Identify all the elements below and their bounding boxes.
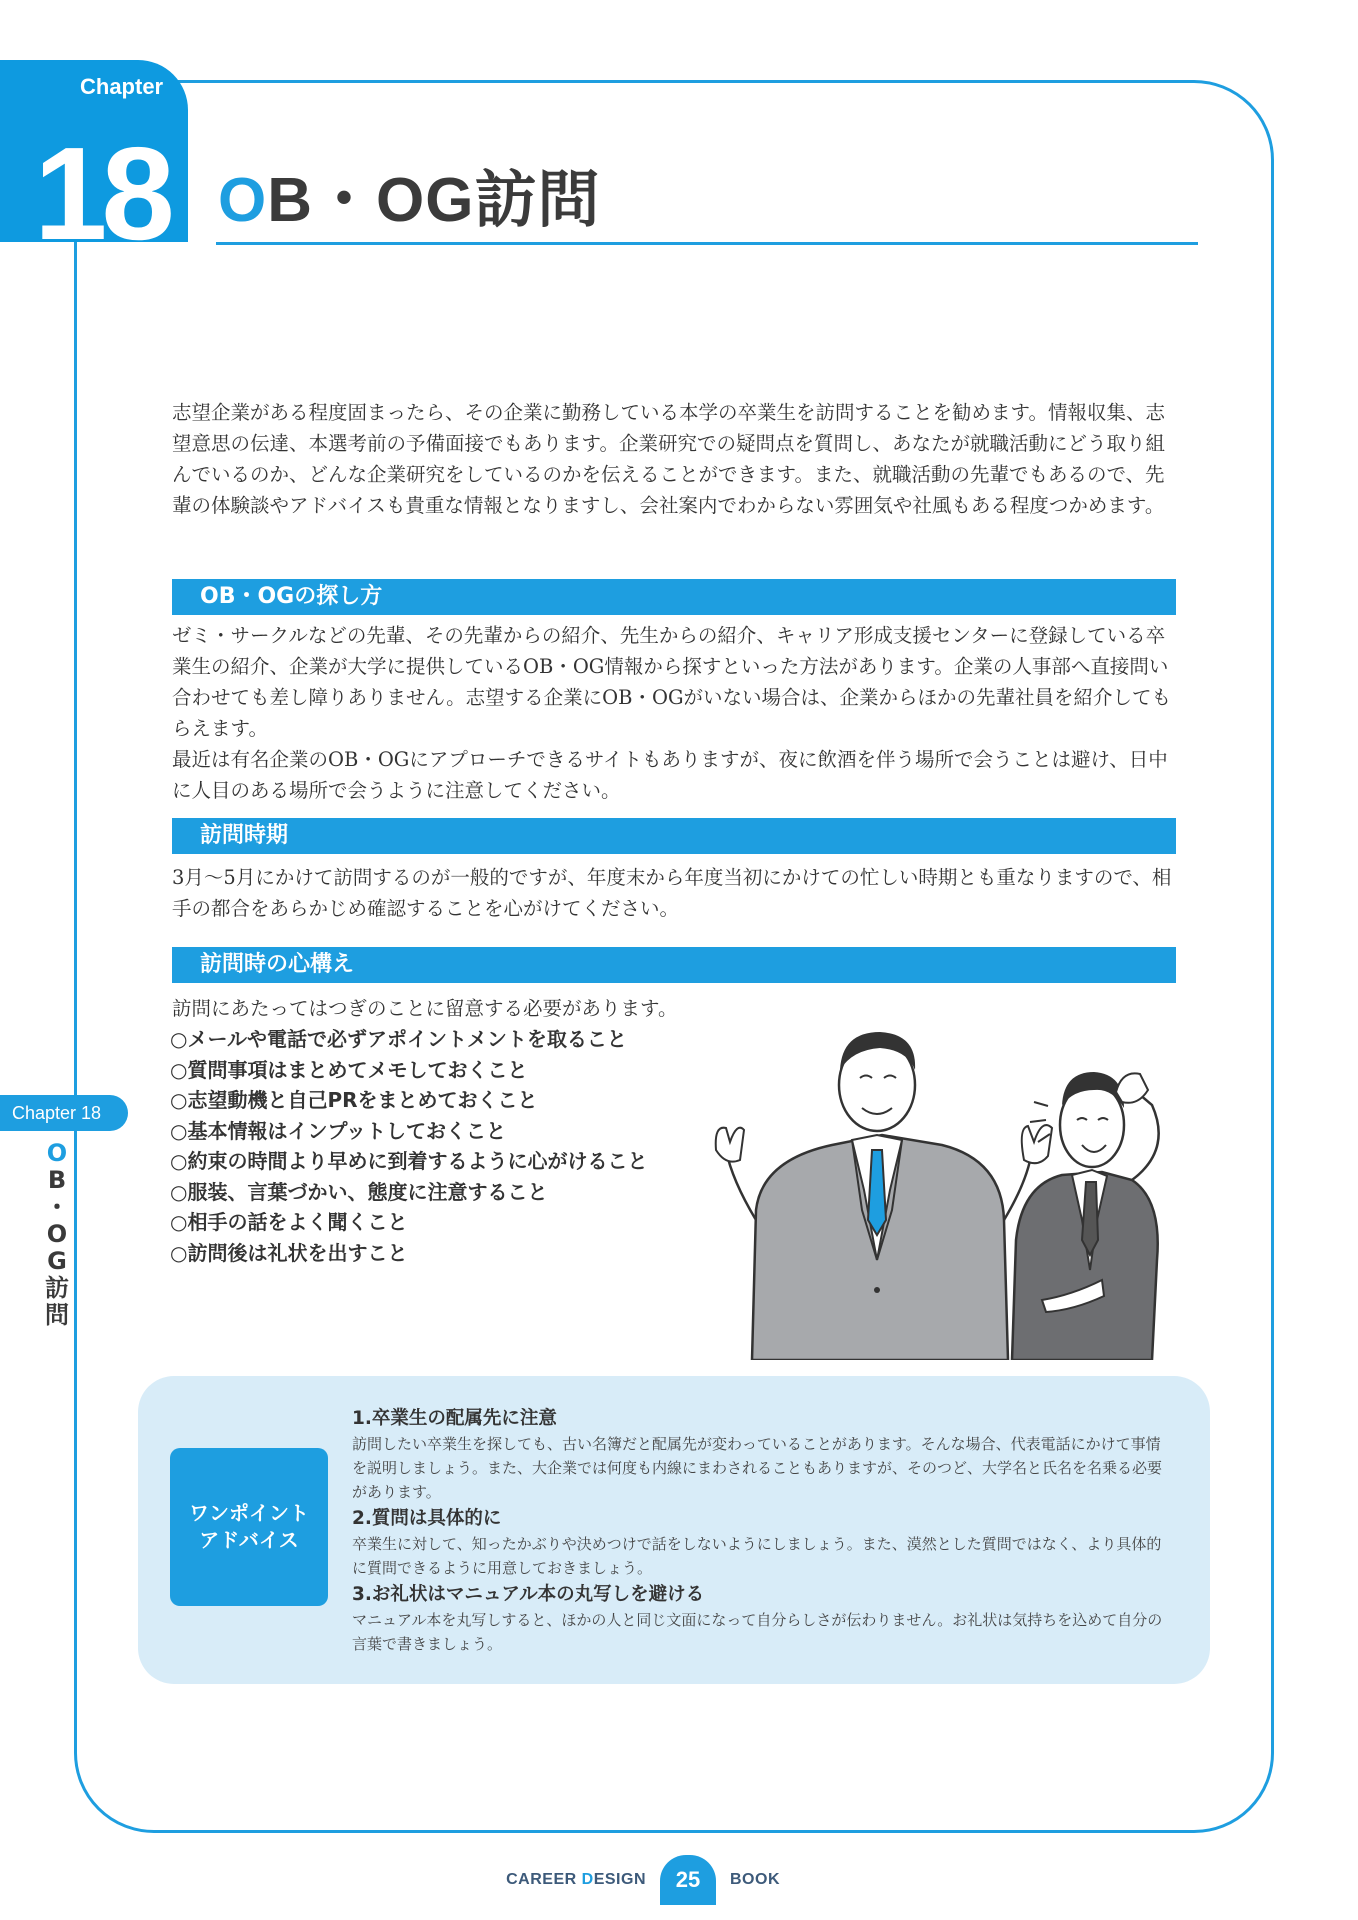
side-char: 問 xyxy=(45,1301,69,1329)
section-heading-mindset: 訪問時の心構え xyxy=(172,947,1176,983)
footer-left-accent: D xyxy=(581,1871,594,1888)
chapter-number: 18 xyxy=(34,120,169,267)
chapter-word: Chapter xyxy=(80,74,164,99)
section-heading-timing: 訪問時期 xyxy=(172,818,1176,854)
title-first-letter: O xyxy=(218,166,268,235)
side-chapter-tab[interactable]: Chapter 18 xyxy=(0,1095,128,1131)
finding-paragraph-1: ゼミ・サークルなどの先輩、その先輩からの紹介、先生からの紹介、キャリア形成支援センターに登録している卒業生の紹介、企業が大学に提供しているOB・OG情報から探すといった方法があります。企業の人事部へ直接問い合わせても差し障りありません。志望する企業にOB・OGがいない場合は、企業からほかの先輩社員を紹介してもらえます。 xyxy=(172,624,1172,740)
young-man-figure xyxy=(1012,1072,1159,1360)
checklist-item: ○相手の話をよく聞くこと xyxy=(170,1210,408,1234)
footer-left-pre: CAREER xyxy=(506,1871,582,1888)
side-char: G xyxy=(47,1247,67,1275)
advice-item-heading: 1.卒業生の配属先に注意 xyxy=(352,1408,557,1429)
advice-item-text: 卒業生に対して、知ったかぶりや決めつけで話をしないようにしましょう。また、漠然とした質問ではなく、より具体的に質問できるように用意しておきましょう。 xyxy=(352,1535,1162,1577)
checklist-item: ○訪問後は礼状を出すこと xyxy=(170,1240,408,1265)
advice-items xyxy=(352,1406,1172,1658)
checklist-item: ○基本情報はインプットしておくこと xyxy=(170,1118,507,1143)
side-char: ・ xyxy=(45,1193,69,1221)
checklist-item: ○服装、言葉づかい、態度に注意すること xyxy=(170,1179,548,1204)
footer-left-post: ESIGN xyxy=(593,1871,646,1888)
advice-item-heading: 3.お礼状はマニュアル本の丸写しを避ける xyxy=(352,1584,705,1605)
title-underline xyxy=(216,242,1198,245)
advice-item-heading: 2.質問は具体的に xyxy=(352,1508,502,1529)
advice-item-text: マニュアル本を丸写しすると、ほかの人と同じ文面になって自分らしさが伝わりません。お礼状は気持ちを込めて自分の言葉で書きましょう。 xyxy=(352,1611,1163,1653)
advice-label xyxy=(170,1448,328,1606)
checklist-item: ○志望動機と自己PRをまとめておくこと xyxy=(170,1088,538,1112)
checklist-item: ○質問事項はまとめてメモしておくこと xyxy=(170,1057,528,1082)
side-char: O xyxy=(46,1220,68,1248)
businessmen-illustration xyxy=(712,1010,1182,1360)
side-char: 訪 xyxy=(45,1274,69,1302)
mindset-checklist xyxy=(170,1024,647,1268)
footer-brand-right: BOOK xyxy=(730,1871,780,1888)
advice-label-line2: アドバイス xyxy=(199,1528,299,1552)
side-vertical-title xyxy=(42,1140,72,1329)
footer-brand-left xyxy=(506,1871,646,1889)
checklist-item: ○メールや電話で必ずアポイントメントを取ること xyxy=(170,1027,627,1051)
side-char: B xyxy=(47,1166,67,1194)
checklist-item: ○約束の時間より早めに到着するように心がけること xyxy=(170,1149,648,1173)
title-rest: B・OG訪問 xyxy=(267,166,601,235)
section-body-finding xyxy=(172,620,1184,806)
page-title xyxy=(218,166,601,235)
page-footer xyxy=(0,1855,1358,1905)
senior-man-figure xyxy=(716,1032,1052,1360)
mindset-intro: 訪問にあたってはつぎのことに留意する必要があります。 xyxy=(172,997,678,1020)
finding-paragraph-2: 最近は有名企業のOB・OGにアプローチできるサイトもありますが、夜に飲酒を伴う場所で会うことは避け、日中に人目のある場所で会うように注意してください。 xyxy=(172,748,1168,802)
advice-item-text: 訪問したい卒業生を探しても、古い名簿だと配属先が変わっていることがあります。そんな場合、代表電話にかけて事情を説明しましょう。また、大企業では何度も内線にまわされることもありますが、そのつど、大学名と氏名を名乗る必要があります。 xyxy=(352,1435,1163,1501)
intro-paragraph: 志望企業がある程度固まったら、その企業に勤務している本学の卒業生を訪問することを勧めます。情報収集、志望意思の伝達、本選考前の予備面接でもあります。企業研究での疑問点を質問し、あなたが就職活動にどう取り組んでいるのか、どんな企業研究をしているのかを伝えることができます。また、就職活動の先輩でもあるので、先輩の体験談やアドバイスも貴重な情報となりますし、会社案内でわからない雰囲気や社風もある程度つかめます。 xyxy=(172,401,1165,517)
section-heading-finding: OB・OGの探し方 xyxy=(172,579,1176,615)
page-number: 25 xyxy=(660,1855,716,1905)
advice-label-line1: ワンポイント xyxy=(189,1501,309,1525)
timing-paragraph: 3月～5月にかけて訪問するのが一般的ですが、年度末から年度当初にかけての忙しい時期とも重なりますので、相手の都合をあらかじめ確認することを心がけてください。 xyxy=(172,866,1172,920)
side-char: O xyxy=(46,1139,68,1167)
